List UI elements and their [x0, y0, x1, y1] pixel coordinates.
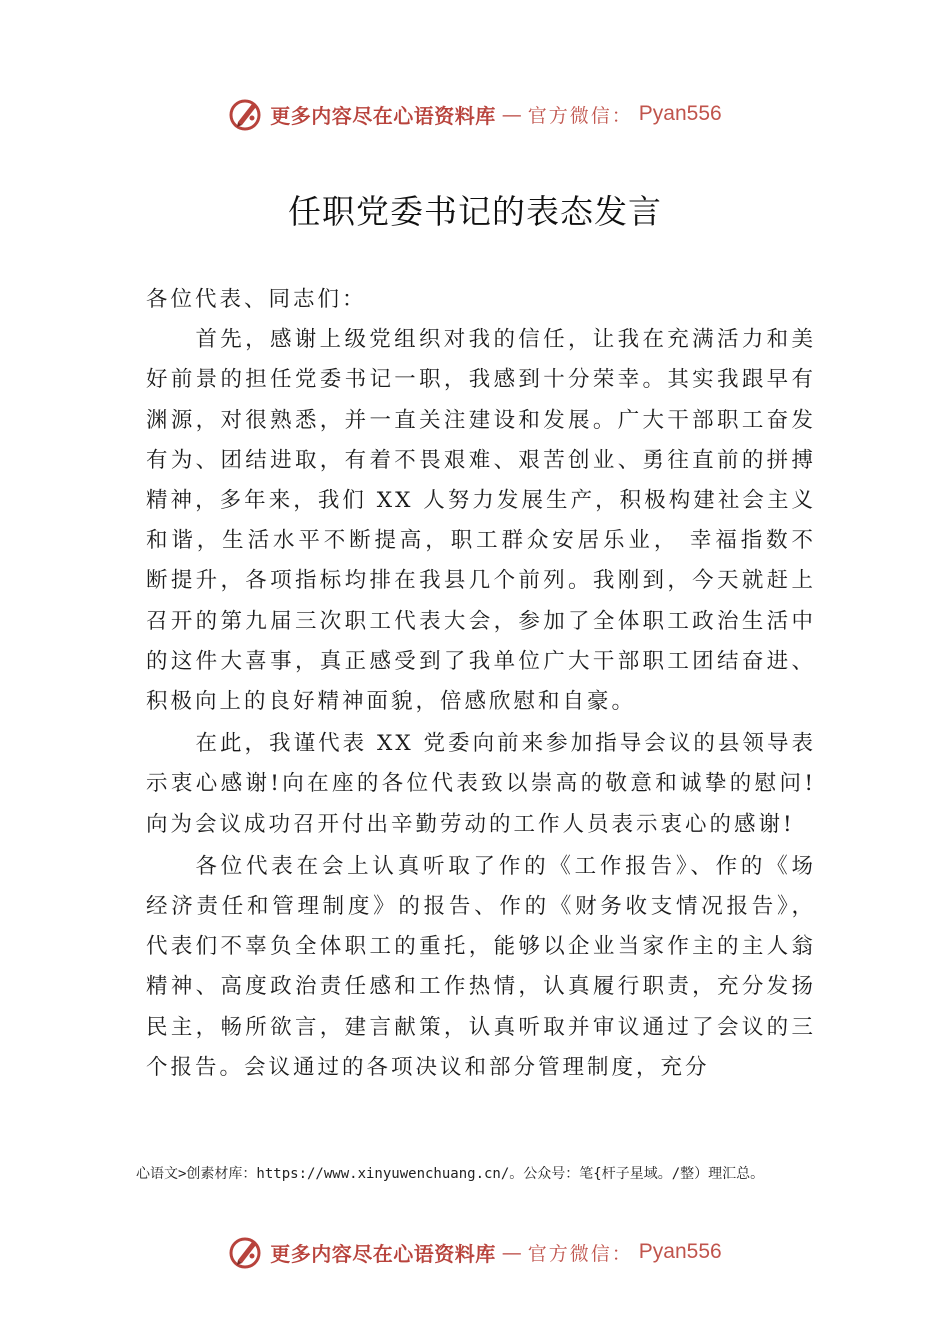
- paragraph-2: 在此，我谨代表 XX 党委向前来参加指导会议的县领导表示衷心感谢!向在座的各位代表致以崇高的敬意和诚挚的慰问!向为会议成功召开付出辛勤劳动的工作人员表示衷心的感谢!: [146, 731, 816, 837]
- banner-dash: —: [501, 102, 522, 126]
- pen-logo-icon: [228, 96, 264, 132]
- source-note: 心语文>创素材库：https://www.xinyuwenchuang.cn/。公众号：笔{杆子星域。/整）理汇总。: [136, 1166, 765, 1182]
- header-banner: [0, 92, 950, 136]
- banner-dash: —: [501, 1240, 522, 1264]
- footer-banner: [0, 1230, 950, 1274]
- banner-wechat-id: Pyan556: [638, 1240, 722, 1263]
- salutation: 各位代表、同志们：: [146, 287, 367, 312]
- document-body: [146, 280, 816, 1088]
- banner-brand: 更多内容尽在心语资料库: [270, 1241, 496, 1266]
- pen-logo-icon: [228, 1234, 264, 1270]
- paragraph-3: 各位代表在会上认真听取了作的《工作报告》、作的《场经济责任和管理制度》的报告、作的《财务收支情况报告》， 代表们不辜负全体职工的重托，能够以企业当家作主的主人翁精神、高度政治责任感和工作热情，认真履行职责，充分发扬民主，畅所欲言，建言献策，认真听取并审议通过了会议的三个报告。会议通过的各项决议和部分管理制度，充分: [146, 853, 816, 1080]
- banner-wechat-id: Pyan556: [638, 102, 722, 125]
- paragraph-1: 首先，感谢上级党组织对我的信任，让我在充满活力和美好前景的担任党委书记一职，我感到十分荣幸。其实我跟早有渊源，对很熟悉，并一直关注建设和发展。广大干部职工奋发有为、团结进取，有着不畏艰难、艰苦创业、勇往直前的拼搏精神，多年来，我们 XX 人努力发展生产，积极构建社会主义和谐，生活水平不断提高，职工群众安居乐业， 幸福指数不断提升，各项指标均排在我县几个前列。我刚到，今天就赶上召开的第九届三次职工代表大会，参加了全体职工政治生活中的这件大喜事，真正感受到了我单位广大干部职工团结奋进、积极向上的良好精神面貌，倍感欣慰和自豪。: [146, 327, 816, 715]
- document-title: 任职党委书记的表态发言: [288, 192, 662, 231]
- banner-wechat-label: 官方微信：: [527, 104, 633, 127]
- banner-wechat-label: 官方微信：: [527, 1242, 633, 1265]
- banner-brand: 更多内容尽在心语资料库: [270, 103, 496, 128]
